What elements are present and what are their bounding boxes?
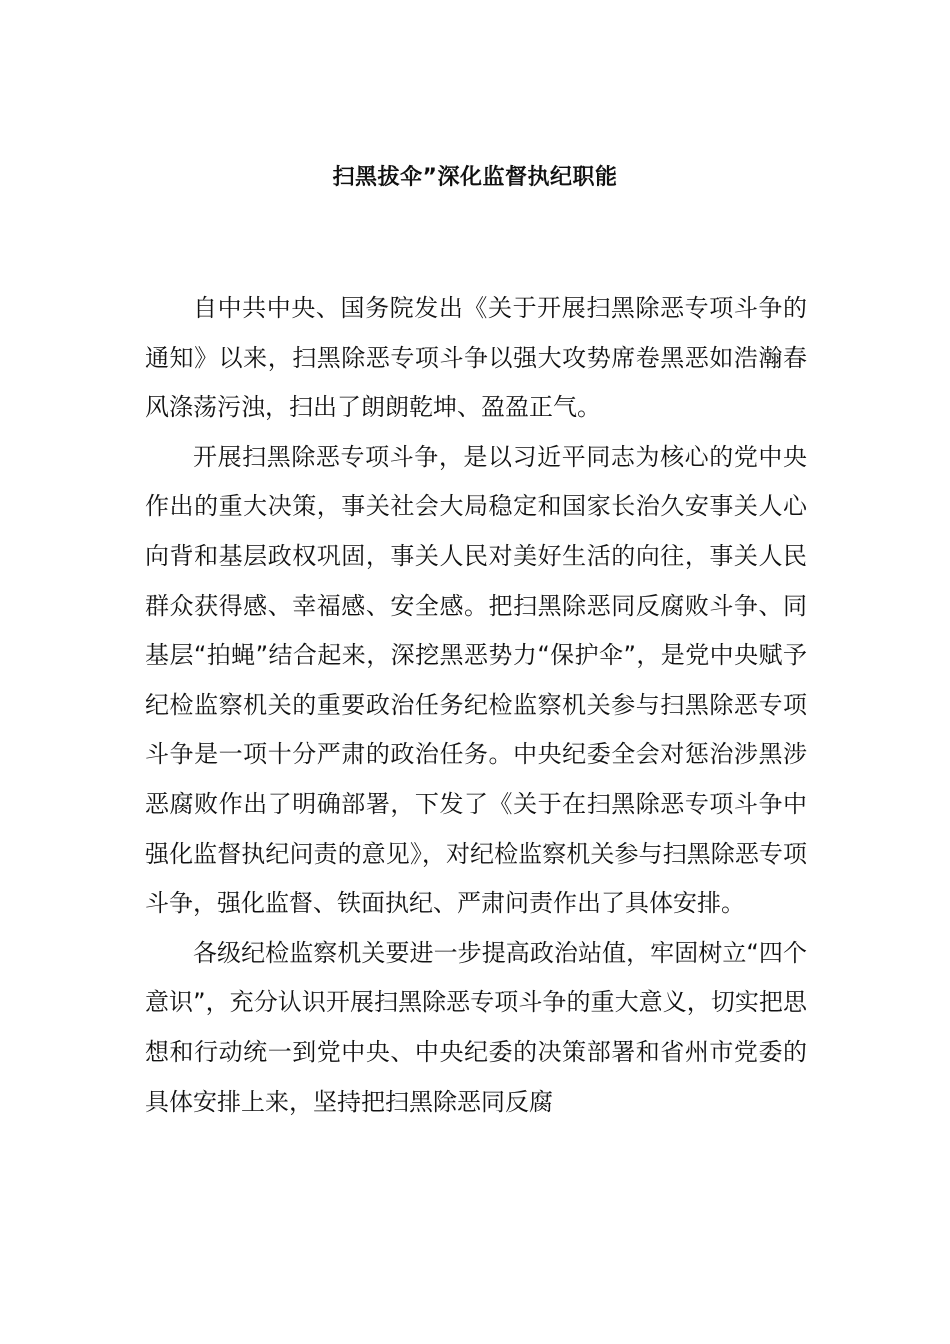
paragraph-3: 各级纪检监察机关要进一步提高政治站值，牢固树立“四个意识”，充分认识开展扫黑除恶专项斗争的重大意义，切实把思想和行动统一到党中央、中央纪委的决策部署和省州市党委的具体安排上来，坚持把扫黑除恶同反腐 bbox=[145, 938, 807, 1116]
document-title: 扫黑拔伞”深化监督执纪职能 bbox=[332, 165, 618, 190]
paragraph-1: 自中共中央、国务院发出《关于开展扫黑除恶专项斗争的通知》以来，扫黑除恶专项斗争以强大攻势席卷黑恶如浩瀚春风涤荡污浊，扫出了朗朗乾坤、盈盈正气。 bbox=[145, 294, 807, 422]
paragraph-2: 开展扫黑除恶专项斗争，是以习近平同志为核心的党中央作出的重大决策，事关社会大局稳定和国家长治久安事关人心向背和基层政权巩固，事关人民对美好生活的向往，事关人民群众获得感、幸福感、安全感。把扫黑除恶同反腐败斗争、同基层“拍蝇”结合起来，深挖黑恶势力“保护伞”，是党中央赋予纪检监察机关的重要政治任务纪检监察机关参与扫黑除恶专项斗争是一项十分严肃的政治任务。中央纪委全会对惩治涉黑涉恶腐败作出了明确部署，下发了《关于在扫黑除恶专项斗争中强化监督执纪问责的意见》，对纪检监察机关参与扫黑除恶专项斗争，强化监督、铁面执纪、严肃问责作出了具体安排。 bbox=[145, 442, 807, 918]
document-body bbox=[145, 284, 807, 1127]
